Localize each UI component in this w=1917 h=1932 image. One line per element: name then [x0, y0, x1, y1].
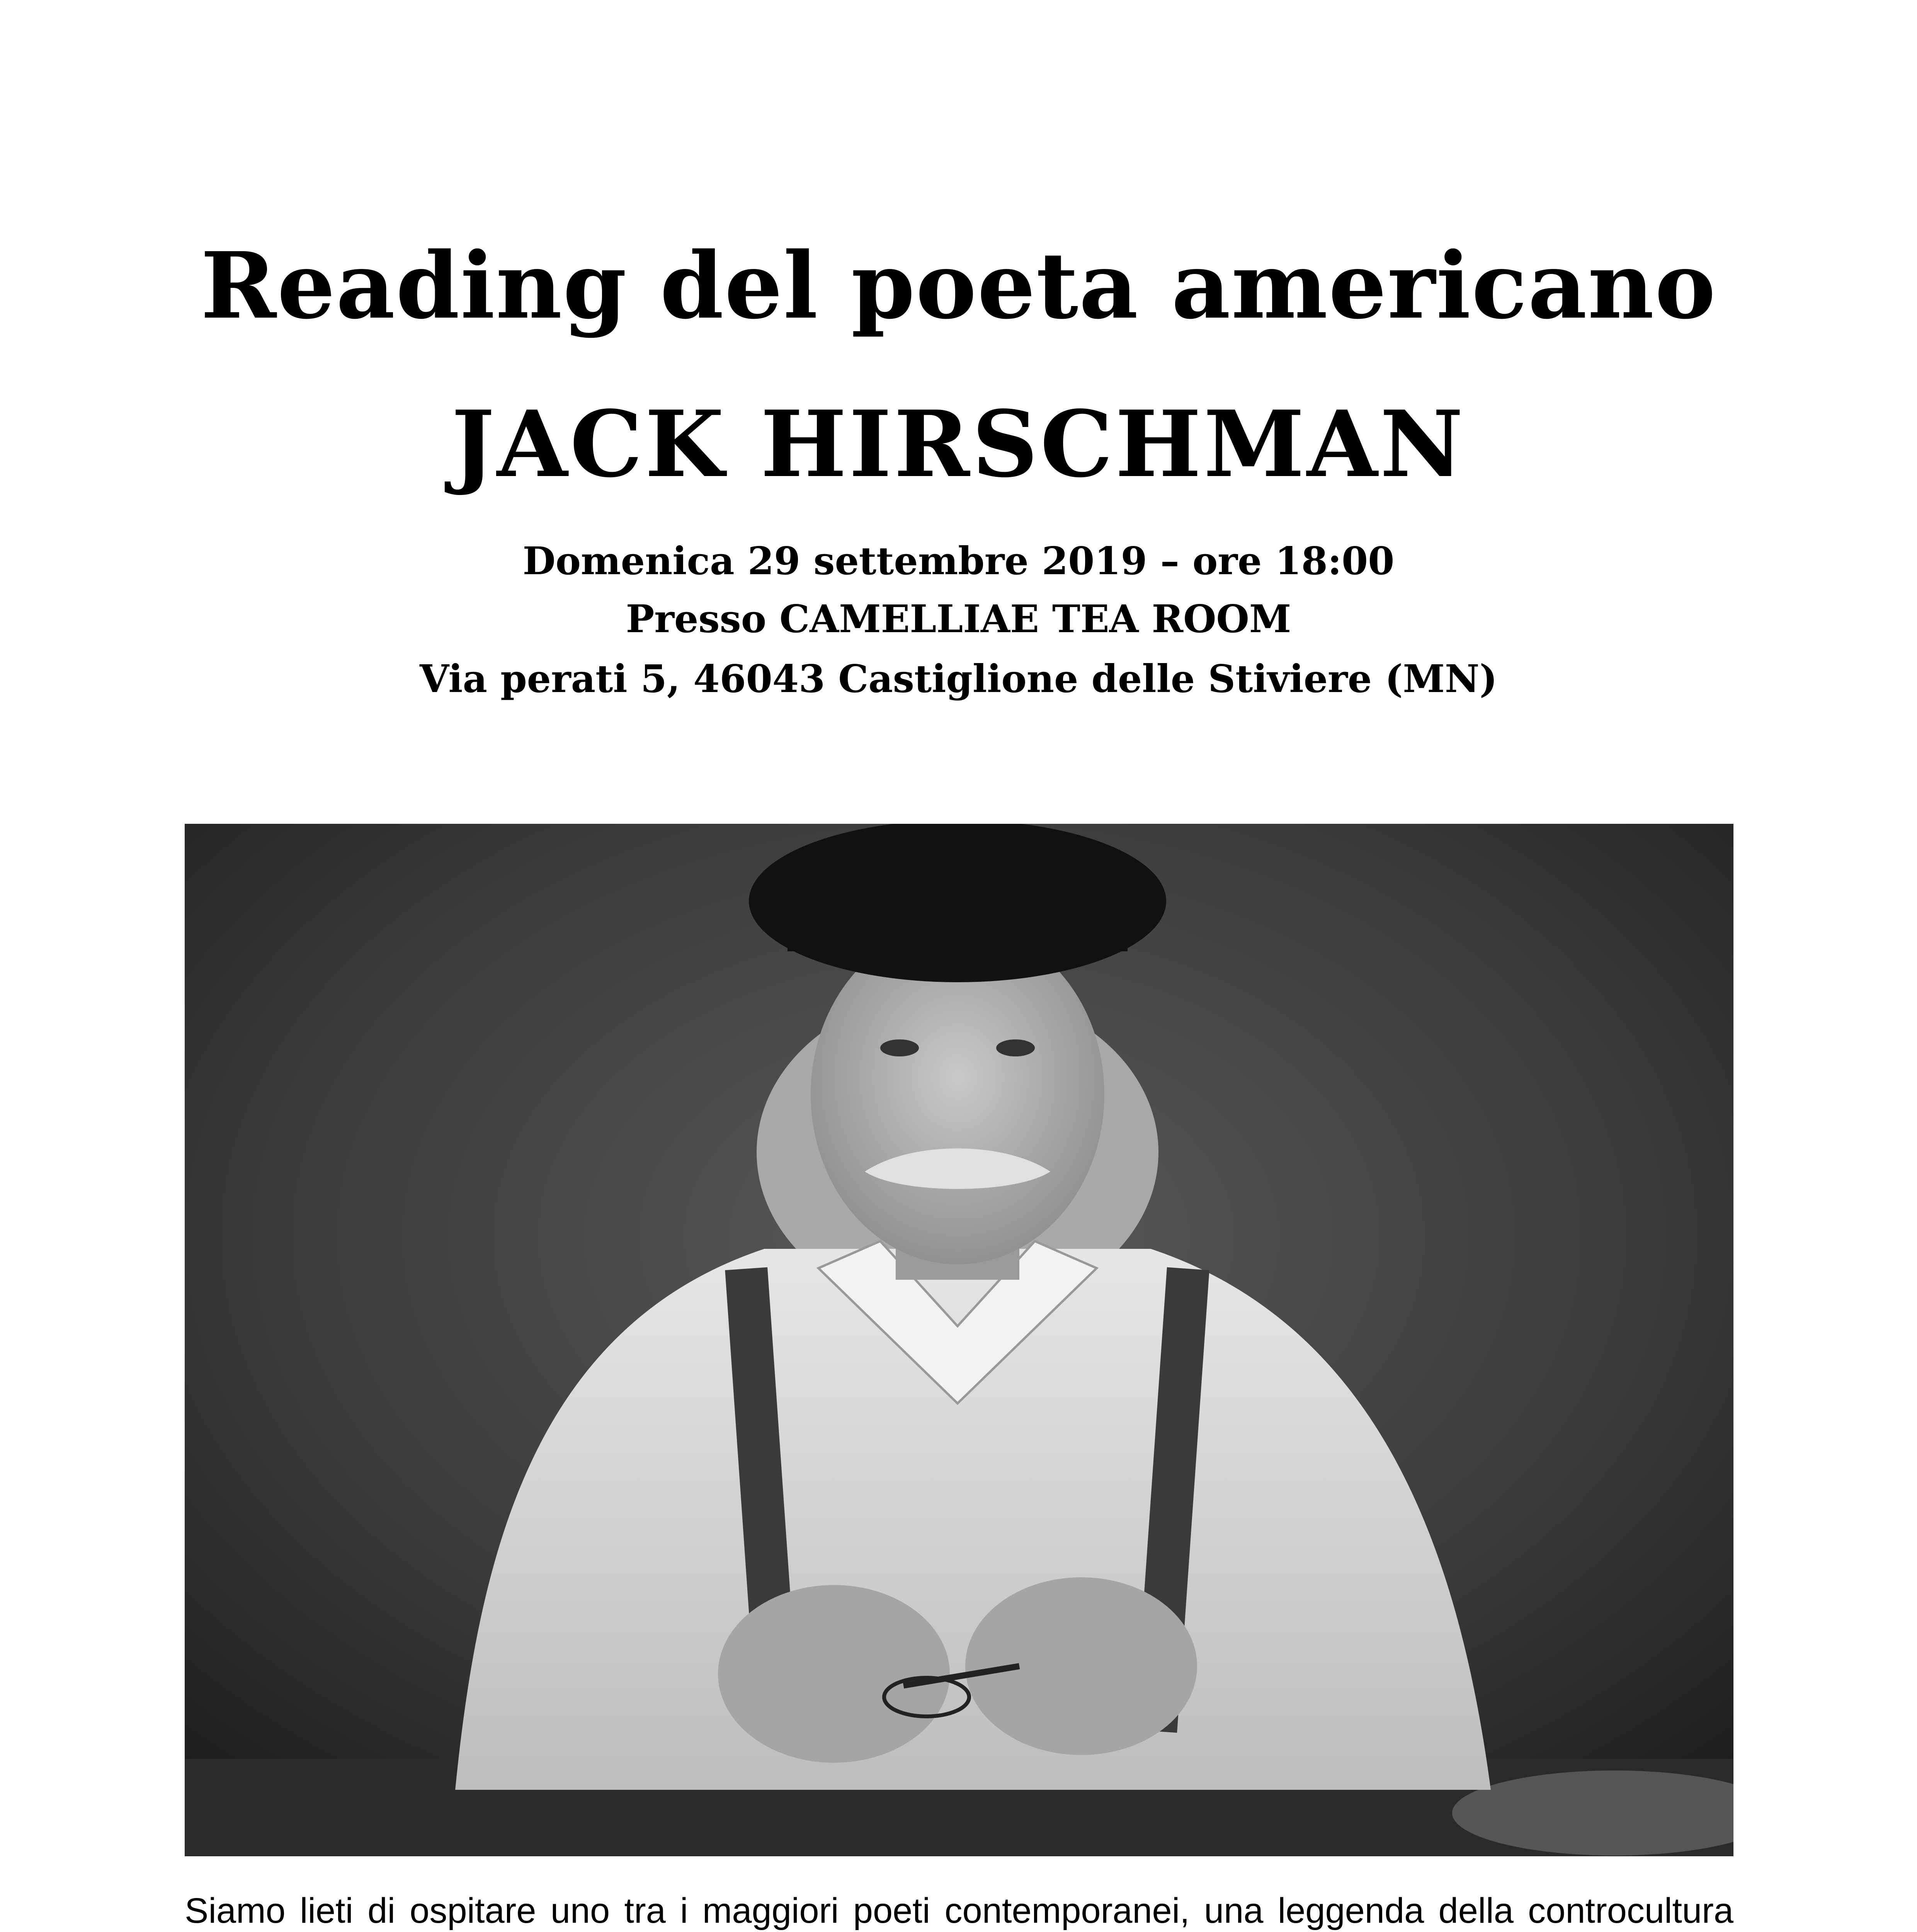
poet-name: JACK HIRSCHMAN: [451, 390, 1466, 498]
poster-title: Reading del poeta americano: [201, 232, 1716, 339]
poet-portrait-photo: [185, 824, 1733, 1856]
poet-description: Siamo lieti di ospitare uno tra i maggiori poeti contemporanei, una leggenda della controcultura: [185, 1891, 1733, 1930]
portrait-photo-icon: [185, 824, 1733, 1856]
event-date: Domenica 29 settembre 2019 – ore 18:00: [522, 539, 1395, 583]
event-address: Via perati 5, 46043 Castiglione delle Stiviere (MN): [420, 657, 1497, 701]
event-venue: Presso CAMELLIAE TEA ROOM: [626, 597, 1291, 641]
